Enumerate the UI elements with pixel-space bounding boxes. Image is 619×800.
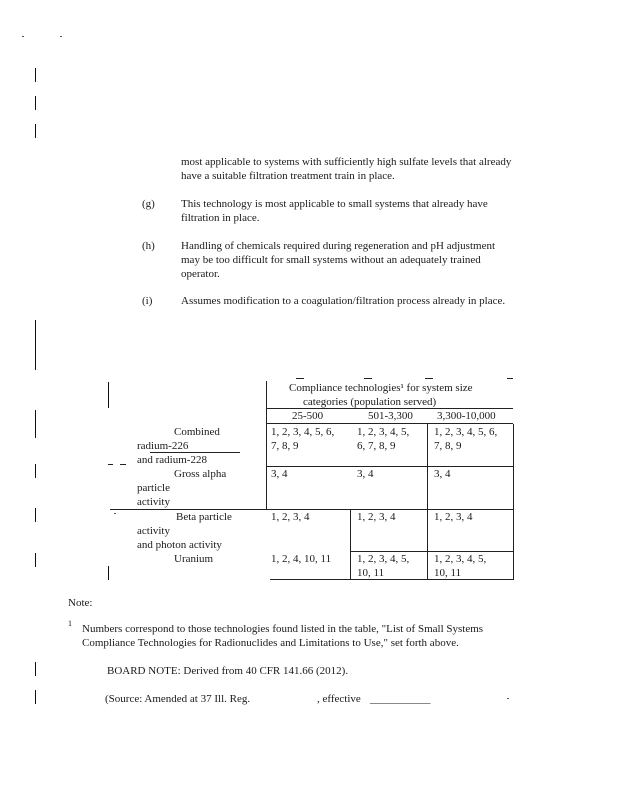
table-cell: 1, 2, 3, 4, 5, bbox=[357, 426, 410, 438]
row-label: Beta particle bbox=[176, 511, 232, 523]
scan-speck bbox=[22, 36, 24, 37]
change-bar bbox=[35, 96, 36, 110]
table-cell: 7, 8, 9 bbox=[434, 440, 462, 452]
change-bar bbox=[35, 124, 36, 138]
table-cell: 10, 11 bbox=[434, 567, 462, 579]
grid-line bbox=[266, 381, 267, 510]
row-label: activity bbox=[137, 525, 170, 537]
row-label: and photon activity bbox=[137, 539, 222, 551]
scan-tick bbox=[507, 378, 513, 379]
column-header-underline bbox=[267, 423, 513, 424]
note-item-marker: (h) bbox=[142, 240, 155, 252]
table-cell: 3, 4 bbox=[434, 468, 451, 480]
note-item-line: Handling of chemicals required during regeneration and pH adjustment bbox=[181, 240, 496, 252]
note-continuation-line: most applicable to systems with sufficiently high sulfate levels that already bbox=[181, 156, 512, 168]
note-item-line: This technology is most applicable to small systems that already have bbox=[181, 198, 488, 210]
scan-speck bbox=[60, 36, 62, 37]
table-cell: 3, 4 bbox=[357, 468, 374, 480]
table-cell: 1, 2, 3, 4, 5, bbox=[357, 553, 410, 565]
table-header-title: categories (population served) bbox=[303, 396, 437, 408]
table-cell: 1, 2, 3, 4 bbox=[271, 511, 310, 523]
scan-speck bbox=[507, 698, 509, 699]
scan-tick bbox=[296, 378, 304, 379]
table-cell: 1, 2, 3, 4 bbox=[434, 511, 473, 523]
row-label: Gross alpha bbox=[174, 468, 227, 480]
row-label: activity bbox=[137, 496, 170, 508]
note-item-line: Assumes modification to a coagulation/filtration process already in place. bbox=[181, 295, 506, 307]
table-cell: 3, 4 bbox=[271, 468, 288, 480]
footnote-line: Compliance Technologies for Radionuclides and Limitations to Use," set forth above. bbox=[82, 637, 459, 649]
row-label: Uranium bbox=[174, 553, 214, 565]
change-bar bbox=[35, 68, 36, 82]
change-bar bbox=[35, 662, 36, 676]
table-cell: 1, 2, 3, 4, 5, 6, bbox=[271, 426, 335, 438]
change-bar bbox=[108, 566, 109, 580]
board-note: BOARD NOTE: Derived from 40 CFR 141.66 (2012). bbox=[107, 665, 349, 677]
change-bar bbox=[35, 410, 36, 438]
note-label: Note: bbox=[68, 597, 93, 609]
table-cell: 10, 11 bbox=[357, 567, 385, 579]
change-bar bbox=[35, 464, 36, 478]
table-cell: 1, 2, 3, 4 bbox=[357, 511, 396, 523]
note-item-marker: (i) bbox=[142, 295, 153, 307]
change-bar bbox=[35, 690, 36, 704]
column-header: 25-500 bbox=[292, 410, 324, 422]
table-cell: 1, 2, 3, 4, 5, bbox=[434, 553, 487, 565]
column-header: 3,300-10,000 bbox=[437, 410, 496, 422]
grid-line bbox=[267, 466, 513, 467]
table-cell: 6, 7, 8, 9 bbox=[357, 440, 396, 452]
scan-tick bbox=[425, 378, 433, 379]
row-label: and radium-228 bbox=[137, 454, 207, 466]
change-bar bbox=[35, 508, 36, 522]
table-cell: 1, 2, 4, 10, 11 bbox=[271, 553, 332, 565]
source-effective: , effective bbox=[317, 693, 361, 705]
row-label: Combined bbox=[174, 426, 220, 438]
scan-speck bbox=[114, 513, 116, 514]
change-bar bbox=[35, 320, 36, 370]
note-continuation-line: have a suitable filtration treatment train in place. bbox=[181, 170, 395, 182]
table-cell: 1, 2, 3, 4, 5, 6, bbox=[434, 426, 498, 438]
grid-line bbox=[270, 579, 513, 580]
table-cell: 7, 8, 9 bbox=[271, 440, 299, 452]
column-header: 501-3,300 bbox=[368, 410, 413, 422]
note-item-line: may be too difficult for small systems without an adequately trained bbox=[181, 254, 481, 266]
scan-tick bbox=[108, 464, 113, 465]
row-label: radium-226 bbox=[137, 440, 189, 452]
note-item-line: operator. bbox=[181, 268, 220, 280]
table-header-title: Compliance technologies¹ for system size bbox=[289, 382, 473, 394]
source-date-blank: ___________ bbox=[370, 693, 431, 705]
source-prefix: (Source: Amended at 37 Ill. Reg. bbox=[105, 693, 251, 705]
grid-line bbox=[350, 510, 351, 580]
footnote-marker: 1 bbox=[68, 619, 72, 628]
row-label: particle bbox=[137, 482, 170, 494]
change-bar bbox=[108, 382, 109, 408]
scan-tick bbox=[364, 378, 372, 379]
change-bar bbox=[35, 553, 36, 567]
scan-tick bbox=[120, 464, 126, 465]
grid-line bbox=[427, 424, 428, 580]
note-item-marker: (g) bbox=[142, 198, 155, 210]
footnote-line: Numbers correspond to those technologies found listed in the table, "List of Small Systems bbox=[82, 623, 484, 635]
note-item-line: filtration in place. bbox=[181, 212, 260, 224]
grid-line bbox=[513, 424, 514, 580]
